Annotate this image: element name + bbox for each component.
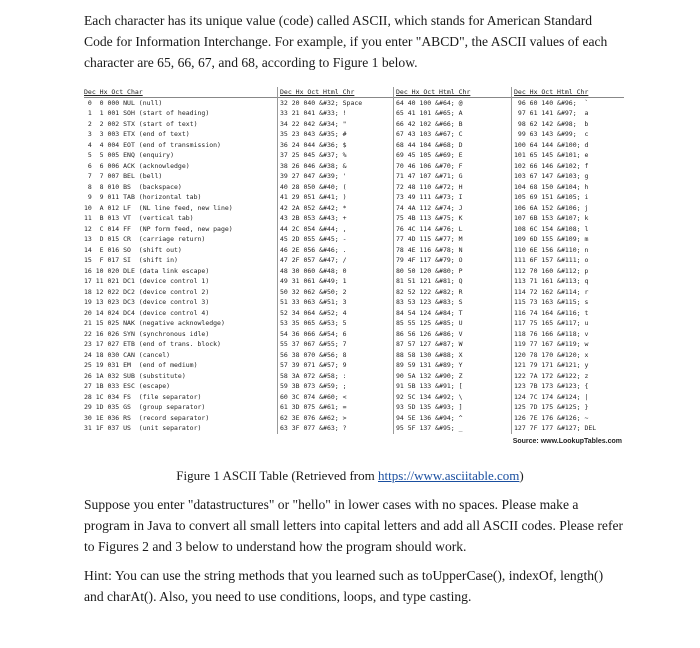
- ascii-block-lowercase: [511, 87, 627, 434]
- ascii-row: 6 6 006 ACK (acknowledge): [84, 161, 190, 170]
- ascii-row: 67 43 103 &#67; C: [396, 130, 463, 138]
- ascii-row: 86 56 126 &#86; V: [396, 329, 463, 338]
- ascii-row: 106 6A 152 &#106; j: [514, 203, 589, 212]
- ascii-row: 84 54 124 &#84; T: [396, 308, 463, 317]
- intro-paragraph: Each character has its unique value (code) called ASCII, which stands for American Standard Code for Information Interchange. For example, if you enter "ABCD", the ASCII values of each character are 65, 66, 67, and 68, according to Figure 1 below.: [84, 13, 608, 70]
- ascii-row: 90 5A 132 &#90; Z: [396, 371, 463, 380]
- ascii-row: 9 9 011 TAB (horizontal tab): [84, 193, 202, 201]
- ascii-row: 18 12 022 DC2 (device control 2): [84, 287, 210, 296]
- ascii-row: 95 5F 137 &#95; _: [396, 424, 463, 432]
- ascii-row: 57 39 071 &#57; 9: [280, 361, 347, 369]
- task-paragraph: Suppose you enter "datastructures" or "hello" in lower cases with no spaces. Please make a program in Java to convert all small letters into capital letters and add all ASCII codes. Please refer to Figures 2 and 3 below to understand how the program should work.: [84, 497, 624, 554]
- ascii-row: 77 4D 115 &#77; M: [396, 235, 463, 243]
- ascii-block-symbols-digits: [277, 87, 392, 434]
- ascii-row: 14 E 016 SO (shift out): [84, 245, 182, 254]
- ascii-row: 13 D 015 CR (carriage return): [84, 235, 206, 243]
- ascii-row: 42 2A 052 &#42; *: [280, 203, 347, 212]
- ascii-row: 45 2D 055 &#45; -: [280, 235, 347, 243]
- ascii-row: 99 63 143 &#99; c: [514, 130, 589, 138]
- ascii-row: 21 15 025 NAK (negative acknowledge): [84, 319, 225, 327]
- ascii-row: 117 75 165 &#117; u: [514, 319, 589, 327]
- ascii-row: 53 35 065 &#53; 5: [280, 319, 347, 327]
- ascii-row: 8 8 010 BS (backspace): [84, 182, 182, 191]
- ascii-row: 123 7B 173 &#123; {: [514, 382, 589, 390]
- ascii-row: 29 1D 035 GS (group separator): [84, 403, 206, 411]
- ascii-row: 76 4C 114 &#76; L: [396, 224, 463, 233]
- ascii-row: 20 14 024 DC4 (device control 4): [84, 308, 210, 317]
- ascii-row: 107 6B 153 &#107; k: [514, 214, 589, 222]
- ascii-row: 88 58 130 &#88; X: [396, 350, 463, 359]
- ascii-row: 52 34 064 &#52; 4: [280, 308, 347, 317]
- ascii-row: 41 29 051 &#41; ): [280, 193, 347, 201]
- caption-suffix: ): [519, 468, 524, 483]
- ascii-row: 23 17 027 ETB (end of trans. block): [84, 340, 221, 348]
- ascii-row: 56 38 070 &#56; 8: [280, 350, 347, 359]
- ascii-row: 127 7F 177 &#127; DEL: [514, 424, 597, 432]
- ascii-row: 1 1 001 SOH (start of heading): [84, 109, 210, 117]
- ascii-row: 63 3F 077 &#63; ?: [280, 424, 347, 432]
- ascii-row: 100 64 144 &#100; d: [514, 140, 589, 149]
- ascii-row: 39 27 047 &#39; ': [280, 172, 347, 180]
- ascii-row: 103 67 147 &#103; g: [514, 172, 589, 180]
- ascii-row: 5 5 005 ENQ (enquiry): [84, 151, 175, 159]
- ascii-row: 115 73 163 &#115; s: [514, 298, 589, 306]
- ascii-row: 30 1E 036 RS (record separator): [84, 413, 210, 422]
- ascii-row: 25 19 031 EM (end of medium): [84, 361, 198, 369]
- ascii-row: 126 7E 176 &#126; ~: [514, 413, 589, 422]
- ascii-row: 38 26 046 &#38; &: [280, 161, 347, 170]
- ascii-row: 62 3E 076 &#62; >: [280, 413, 347, 422]
- ascii-row: 37 25 045 &#37; %: [280, 151, 347, 159]
- ascii-table-figure: [84, 87, 624, 469]
- ascii-row: 113 71 161 &#113; q: [514, 277, 589, 285]
- ascii-row: 72 48 110 &#72; H: [396, 182, 463, 191]
- column-header: Dec Hx Oct Html Chr: [280, 88, 355, 96]
- ascii-row: 118 76 166 &#118; v: [514, 329, 589, 338]
- column-header: Dec Hx Oct Html Chr: [396, 88, 471, 96]
- ascii-row: 101 65 145 &#101; e: [514, 151, 589, 159]
- ascii-row: 75 4B 113 &#75; K: [396, 214, 463, 222]
- ascii-row: 83 53 123 &#83; S: [396, 298, 463, 306]
- hint-paragraph: Hint: You can use the string methods that you learned such as toUpperCase(), indexOf, length() and charAt(). Also, you need to use conditions, loops, and type casting.: [84, 568, 604, 604]
- ascii-row: 26 1A 032 SUB (substitute): [84, 371, 186, 380]
- ascii-row: 73 49 111 &#73; I: [396, 193, 463, 201]
- ascii-row: 111 6F 157 &#111; o: [514, 256, 589, 264]
- ascii-row: 85 55 125 &#85; U: [396, 319, 463, 327]
- caption-prefix: Figure 1 ASCII Table (Retrieved from: [176, 468, 378, 483]
- ascii-block-uppercase: [393, 87, 511, 434]
- ascii-row: 0 0 000 NUL (null): [84, 98, 163, 107]
- ascii-row: 70 46 106 &#70; F: [396, 161, 463, 170]
- ascii-row: 87 57 127 &#87; W: [396, 340, 463, 348]
- ascii-row: 119 77 167 &#119; w: [514, 340, 589, 348]
- column-header: Dec Hx Oct Html Chr: [514, 88, 589, 96]
- ascii-row: 44 2C 054 &#44; ,: [280, 224, 347, 233]
- ascii-row: 102 66 146 &#102; f: [514, 161, 589, 170]
- ascii-row: 89 59 131 &#89; Y: [396, 361, 463, 369]
- ascii-row: 35 23 043 &#35; #: [280, 130, 347, 138]
- ascii-row: 65 41 101 &#65; A: [396, 109, 463, 117]
- ascii-row: 48 30 060 &#48; 0: [280, 266, 347, 275]
- ascii-row: 16 10 020 DLE (data link escape): [84, 266, 210, 275]
- ascii-row: 2 2 002 STX (start of text): [84, 119, 198, 128]
- ascii-row: 94 5E 136 &#94; ^: [396, 413, 463, 422]
- ascii-row: 121 79 171 &#121; y: [514, 361, 589, 369]
- ascii-row: 43 2B 053 &#43; +: [280, 214, 347, 222]
- ascii-row: 7 7 007 BEL (bell): [84, 172, 163, 180]
- column-header: Dec Hx Oct Char: [84, 88, 143, 96]
- ascii-row: 96 60 140 &#96; `: [514, 98, 589, 107]
- ascii-row: 58 3A 072 &#58; :: [280, 371, 347, 380]
- ascii-row: 120 78 170 &#120; x: [514, 350, 589, 359]
- ascii-block-control-chars: [84, 87, 275, 434]
- ascii-row: 97 61 141 &#97; a: [514, 109, 589, 117]
- ascii-row: 40 28 050 &#40; (: [280, 182, 347, 191]
- ascii-row: 109 6D 155 &#109; m: [514, 235, 589, 243]
- ascii-row: 124 7C 174 &#124; |: [514, 392, 589, 401]
- ascii-row: 49 31 061 &#49; 1: [280, 277, 347, 285]
- ascii-row: 71 47 107 &#71; G: [396, 172, 463, 180]
- ascii-row: 17 11 021 DC1 (device control 1): [84, 277, 210, 285]
- table-source-credit: Source: www.LookupTables.com: [512, 438, 622, 445]
- ascii-row: 51 33 063 &#51; 3: [280, 298, 347, 306]
- ascii-row: 74 4A 112 &#74; J: [396, 203, 463, 212]
- ascii-row: 91 5B 133 &#91; [: [396, 382, 463, 390]
- ascii-row: 27 1B 033 ESC (escape): [84, 382, 171, 390]
- ascii-row: 10 A 012 LF (NL line feed, new line): [84, 203, 233, 212]
- ascii-row: 19 13 023 DC3 (device control 3): [84, 298, 210, 306]
- ascii-row: 93 5D 135 &#93; ]: [396, 403, 463, 411]
- ascii-row: 82 52 122 &#82; R: [396, 287, 463, 296]
- ascii-row: 28 1C 034 FS (file separator): [84, 392, 202, 401]
- ascii-row: 69 45 105 &#69; E: [396, 151, 463, 159]
- ascii-row: 22 16 026 SYN (synchronous idle): [84, 329, 210, 338]
- ascii-row: 68 44 104 &#68; D: [396, 140, 463, 149]
- ascii-row: 64 40 100 &#64; @: [396, 98, 463, 107]
- ascii-row: 46 2E 056 &#46; .: [280, 245, 347, 254]
- ascii-row: 32 20 040 &#32; Space: [280, 98, 363, 107]
- ascii-row: 114 72 162 &#114; r: [514, 287, 589, 296]
- ascii-row: 92 5C 134 &#92; \: [396, 392, 463, 401]
- ascii-row: 116 74 164 &#116; t: [514, 308, 589, 317]
- ascii-row: 80 50 120 &#80; P: [396, 266, 463, 275]
- ascii-row: 24 18 030 CAN (cancel): [84, 350, 171, 359]
- ascii-row: 60 3C 074 &#60; <: [280, 392, 347, 401]
- ascii-row: 110 6E 156 &#110; n: [514, 245, 589, 254]
- ascii-row: 4 4 004 EOT (end of transmission): [84, 140, 221, 149]
- ascii-row: 108 6C 154 &#108; l: [514, 224, 589, 233]
- ascii-row: 122 7A 172 &#122; z: [514, 371, 589, 380]
- ascii-row: 15 F 017 SI (shift in): [84, 256, 178, 264]
- ascii-row: 78 4E 116 &#78; N: [396, 245, 463, 254]
- ascii-row: 54 36 066 &#54; 6: [280, 329, 347, 338]
- ascii-row: 79 4F 117 &#79; O: [396, 256, 463, 264]
- ascii-row: 55 37 067 &#55; 7: [280, 340, 347, 348]
- asciitable-link[interactable]: https://www.asciitable.com: [378, 468, 520, 483]
- ascii-row: 66 42 102 &#66; B: [396, 119, 463, 128]
- ascii-row: 112 70 160 &#112; p: [514, 266, 589, 275]
- ascii-row: 125 7D 175 &#125; }: [514, 403, 589, 411]
- ascii-row: 11 B 013 VT (vertical tab): [84, 214, 194, 222]
- ascii-row: 34 22 042 &#34; ": [280, 119, 347, 128]
- ascii-row: 61 3D 075 &#61; =: [280, 403, 347, 411]
- ascii-row: 33 21 041 &#33; !: [280, 109, 347, 117]
- ascii-row: 59 3B 073 &#59; ;: [280, 382, 347, 390]
- ascii-row: 36 24 044 &#36; $: [280, 140, 347, 149]
- ascii-row: 47 2F 057 &#47; /: [280, 256, 347, 264]
- ascii-row: 104 68 150 &#104; h: [514, 182, 589, 191]
- ascii-row: 31 1F 037 US (unit separator): [84, 424, 202, 432]
- ascii-row: 3 3 003 ETX (end of text): [84, 130, 190, 138]
- ascii-row: 50 32 062 &#50; 2: [280, 287, 347, 296]
- figure-caption: [0, 467, 700, 485]
- ascii-row: 98 62 142 &#98; b: [514, 119, 589, 128]
- ascii-row: 81 51 121 &#81; Q: [396, 277, 463, 285]
- ascii-row: 105 69 151 &#105; i: [514, 193, 589, 201]
- ascii-row: 12 C 014 FF (NP form feed, new page): [84, 224, 233, 233]
